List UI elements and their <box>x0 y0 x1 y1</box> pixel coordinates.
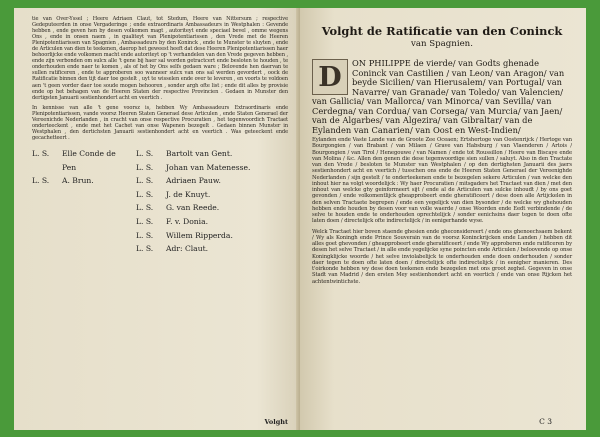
right-paragraph-2: Welck Tractaet hier boven staende ghesien ende gheconsidereert / ende ons ghenoechsaem bekent / Wy als Koningh ende Prince Souverain van de voorsz Koninckrijcken ende Landen / hebben dit alles goet ghevonden / gheapprobeert ende gheratificeert / ende Wy approberen ende ratificeren by desen het selve Tractaet / in alle ende yegelijcke syne poincten ende Articulen / beloovende op onse Koningklijcke woorde / het selve inviolabelijck te onderhouden ende doen onderhouden / sonder daer tegen te doen ofte laten doen / directelijck ofte indirectelijck / in eenigher manieren. Des t'oirkonde hebben wy dese doen teekenen ende bezegelen met ons groot zeghel. Gegeven in onse Stadt van Madrid / den ersten Mey sestienhondert acht en veertich / ende van onse Rijcken het achtentwintichste. <box>312 228 572 285</box>
seal-mark: L. S. <box>136 176 154 186</box>
signatory-name: Willem Ripperda. <box>166 230 233 240</box>
signatory-name: Bartolt van Gent. <box>166 148 233 158</box>
signatory-name: Adr: Claut. <box>166 244 209 254</box>
signatory-name: Elle Conde de Pen <box>62 148 116 172</box>
page-subtitle: van Spagnien. <box>411 39 473 49</box>
signature-line <box>32 174 136 188</box>
decorated-initial <box>312 59 348 95</box>
signature-line <box>136 188 250 202</box>
left-page <box>14 8 300 430</box>
signature-block <box>32 147 288 256</box>
seal-mark: L. S. <box>32 148 50 158</box>
signature-line <box>32 147 136 174</box>
catchword: Volght <box>264 418 288 426</box>
signature-line <box>136 174 250 188</box>
seal-mark: L. S. <box>136 203 154 213</box>
signatory-name: Adriaen Pauw. <box>166 176 221 186</box>
signature-line <box>136 242 250 256</box>
left-paragraph-1: tie van Over-Yssel ; Heere Adriaen Claut, tot Stedum, Heere van Nittersum ; respective Gedeputeerden in onse Vergaderinge ; ende extraordinaris Ambassadeurs in Westphalen : Gevende hebben , ende geven hen by desen volkomen magt , autoriteyt ende speciael bevel , omme wegens Ons , ende in onsen naem , in qualiteyt van Plenipotentiarissen , den Vrede met de Heeren Plenipotentiarissen van Spagnien , Ambassadeurs by den Koninck , ende te Munster te sluyten , ende de Articulen van dien te teekenen, daerop het geweest heeft dat dese Heeren Plenipotentiarissen haer behoorlijcke ende volkomen macht ende autoriteyt op 't verhandelen van den Vrede gegeven hebben , ende zijn verbonden om sulcx alle 't gene bij haer sal worden getractcert ende besloten te houden , te onderhouden ende naer te komen , als of het by Ons selfs gedaen ware ; Belovende hen daervan te sullen ratificeren , ende te approberen soo wanneer sulcx van ons sal werden gevordert , oock de Ratificatie binnen den tijt daer toe gestelt , uyt te wisselen ende over te leveren , en voorts te voldoen aen 't geen vorder daer toe soude mogen behooren , sonder argh ofte list ; ende dit alles by provisie ende op het behagen van de Heeren Staten der respective Provincien . Gedaen in Munster den dertigsten Januarii sestienhondert acht en veertich . <box>32 16 288 101</box>
left-page-text <box>32 16 288 141</box>
signatory-name: A. Brun. <box>62 176 94 186</box>
signature-line <box>136 147 250 161</box>
seal-mark: L. S. <box>136 189 154 199</box>
seal-mark: L. S. <box>136 230 154 240</box>
lead-text: ON PHILIPPE de vierde/ van Godts ghenade Coninck van Castilien / van Leon/ van Aragon/ van beyde Sicilien/ van Hierusalem/ van Portugal/ van Navarre/ van Granade/ van Toledo/ van Valencien/ van Gallicia/ van Mallorca/ van Minorca/ van Sevilla/ van Cerdegna/ van Cordua/ van Corsega/ van Murcia/ van Jaen/ van de Algarbes/ van Algezira/ van Gibraltar/ van de Eylanden van Canarien/ van Oost en West-Indien/ <box>312 58 565 135</box>
signatory-name: G. van Reede. <box>166 203 220 213</box>
seal-mark: L. S. <box>136 216 154 226</box>
seal-mark: L. S. <box>136 148 154 158</box>
signatory-name: Johan van Matenesse. <box>166 162 251 172</box>
left-paragraph-2: In kennisse van alle 't gene voorsz is, hebben Wy Ambassadeurs Extraordinaris ende Plenipotentiarissen, vande voorsz Heeren Staten Generael dese Articulen , ende Staten Generael der Vereenichde Nederlanden , in cracht van onse respective Procuratien , het tegenwoordich Tractaet onderteeckent , ende met het Cachet van onse Wapenen bezegelt . Gedaen binnen Munster in Westphalen , den dertichsten Januarii sestienhondert acht en veertich . Was geteeckent ende gecachetteert . <box>32 104 288 141</box>
initial-letter: D <box>318 61 342 93</box>
signature-line <box>136 229 250 243</box>
seal-mark: L. S. <box>136 162 154 172</box>
signatures-states-general <box>136 147 250 256</box>
book-spread <box>14 8 586 430</box>
page-title: Volght de Ratificatie van den Coninck <box>321 24 563 38</box>
right-page-text <box>312 137 572 285</box>
signature-line <box>136 161 250 175</box>
right-paragraph-1: Eylanden ende Vaste Lande van de Groote Zee Oceaen; Ertshertoge van Oostenrijck / Hertoge van Bourgongien / van Brabant / van Milaen / Grave van Habsburg / van Vlaenderen / Artois / Bourgongien / van Tirol / Henegouwe / van Namen / ende tot Roussillon / Heere van Biscaye ende van Molina / &c. Allen den genen die dese tegenwoordige sien sullen / saluyt. Also in den Tractate van den Vrede / besloten te Munster van Westphalen / op den dertighsten Januarii des jaers sestienhondert acht en veertich / tusschen ons ende de Heeren Staten Generael der Vereenighde Nederlanden / sijn gestelt / te onderteekenen ende te bezegelen sekere Articulen / van welcke den inhout hier na volgt woordelijck : Wy haer Procuratien / mitsgaders het Tractaet van dien / met den inhout van welcke ghy geinformeert sijt / ende al de Articulen van sulcke inhoudt / by ons goet gevonden / ende volkomentlijck gheapprobeert ende gheratificeert / dese doen alle Artijckelen in den selven Tractaete begrepen / ende een yegelijck van dien bysonder / de welcke wy ghehouden hebben ende houden by desen voor van volle waerde / onse Woorden ende Eedt verbindende / de selve te houden ende te onderhouden oprechtelijck / sonder eenichsins daer tegen te doen ofte laten doen / directelijck ofte indirectelijck / in eenigerhande wyse. <box>312 137 572 225</box>
signatures-spain <box>32 147 136 256</box>
signatory-name: F. v. Donia. <box>166 216 209 226</box>
seal-mark: L. S. <box>32 176 50 186</box>
signature-line <box>136 201 250 215</box>
right-page <box>300 8 586 430</box>
sheet-signature: C 3 <box>539 417 552 426</box>
signatory-name: J. de Knuyt. <box>166 189 211 199</box>
signature-line <box>136 215 250 229</box>
seal-mark: L. S. <box>136 244 154 254</box>
